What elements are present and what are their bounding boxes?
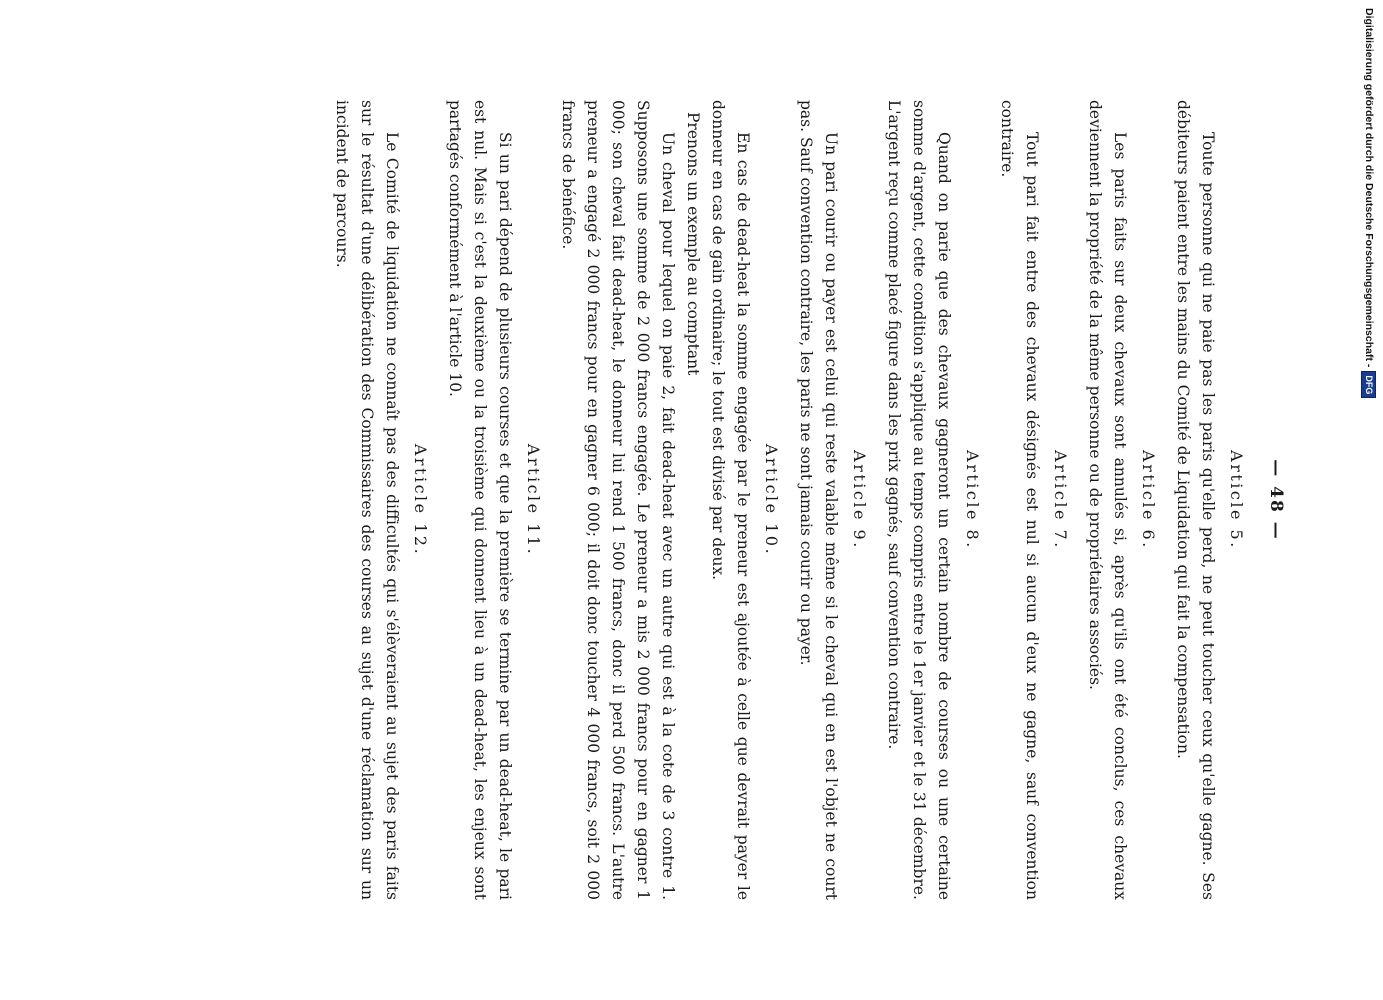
credit-text: Digitalisierung gefördert durch die Deutsche Forschungsgemeinschaft - — [1363, 8, 1375, 368]
article-paragraph: Toute personne qui ne paie pas les paris qu'elle perd, ne peut toucher ceux qu'elle gagne. Ses débiteurs paient entre les mains du Comité de Liquidation qui fait la compensation. — [1174, 100, 1217, 900]
article-paragraph: Prenons un exemple au comptant — [684, 112, 702, 376]
article-title: Article 8. — [963, 450, 982, 550]
article-paragraph: En cas de dead-heat la somme engagée par le preneur est ajoutée à celle que devrait payer le donneur en cas de gain ordinaire; le tout est divisé par deux. — [709, 100, 752, 900]
page-number: — 48 — — [1266, 459, 1286, 541]
digitization-credit — [1362, 8, 1376, 408]
article-title: Article 5. — [1227, 450, 1246, 550]
article-title: Article 7. — [1051, 450, 1070, 550]
article-8 — [881, 100, 984, 900]
article-paragraph: Le Comité de liquidation ne connaît pas des difficultés qui s'élèveraient au sujet des paris faits sur le résultat d'une délibération des Commissaires des courses au sujet d'une réclamation sur un incident de parcours. — [333, 100, 401, 900]
article-paragraph: Tout pari fait entre des chevaux désignés est nul si aucun d'eux ne gagne, sauf convention contraire. — [998, 100, 1041, 900]
article-paragraph: Si un pari dépend de plusieurs courses et que la première se termine par un dead-heat, le pari est nul. Mais si c'est la deuxième ou la troisième qui donnent lieu à un dead-heat, les enjeux sont partagés conformément à l'article 10. — [446, 100, 514, 900]
article-10 — [555, 100, 783, 900]
article-6 — [1082, 100, 1160, 900]
article-title: Article 11. — [524, 443, 543, 557]
article-title: Article 10. — [762, 443, 781, 557]
dfg-logo-icon: DFG — [1362, 371, 1377, 398]
article-12 — [329, 100, 432, 900]
article-paragraph: Un pari courir ou payer est celui qui reste valable même si le cheval qui en est l'objet ne court pas. Sauf convention contraire, les paris ne sont jamais courir ou payer. — [797, 100, 840, 900]
article-paragraph: Quand on parie que des chevaux gagneront un certain nombre de courses ou une certaine somme d'argent, cette condition s'applique au temps compris entre le 1er janvier et le 31 décembre. L'argent reçu comme placé figure dans les prix gagnés, sauf convention contraire. — [885, 100, 953, 900]
article-5 — [1170, 100, 1248, 900]
article-9 — [793, 100, 871, 900]
rotated-text-column — [110, 100, 1290, 900]
article-11 — [442, 100, 545, 900]
article-paragraph: Un cheval pour lequel on paie 2, fait dead-heat avec un autre qui est à la cote de 3 contre 1. Supposons une somme de 2 000 francs engagée. Le preneur a mis 2 000 francs pour en gagner 1 000; son cheval fait dead-heat, le donneur lui rend 1 500 francs, donc il perd 500 francs. L'autre preneur a engagé 2 000 francs pour en gagner 6 000; il doit donc toucher 4 000 francs, soit 2 000 francs de bénéfice. — [559, 100, 677, 900]
article-title: Article 9. — [850, 450, 869, 550]
article-paragraph: Les paris faits sur deux chevaux sont annulés si, après qu'ils ont été conclus, ces chevaux deviennent la propriété de la même personne ou de propriétaires associés. — [1086, 100, 1129, 900]
article-title: Article 6. — [1139, 450, 1158, 550]
article-7 — [994, 100, 1072, 900]
article-title: Article 12. — [411, 443, 430, 557]
